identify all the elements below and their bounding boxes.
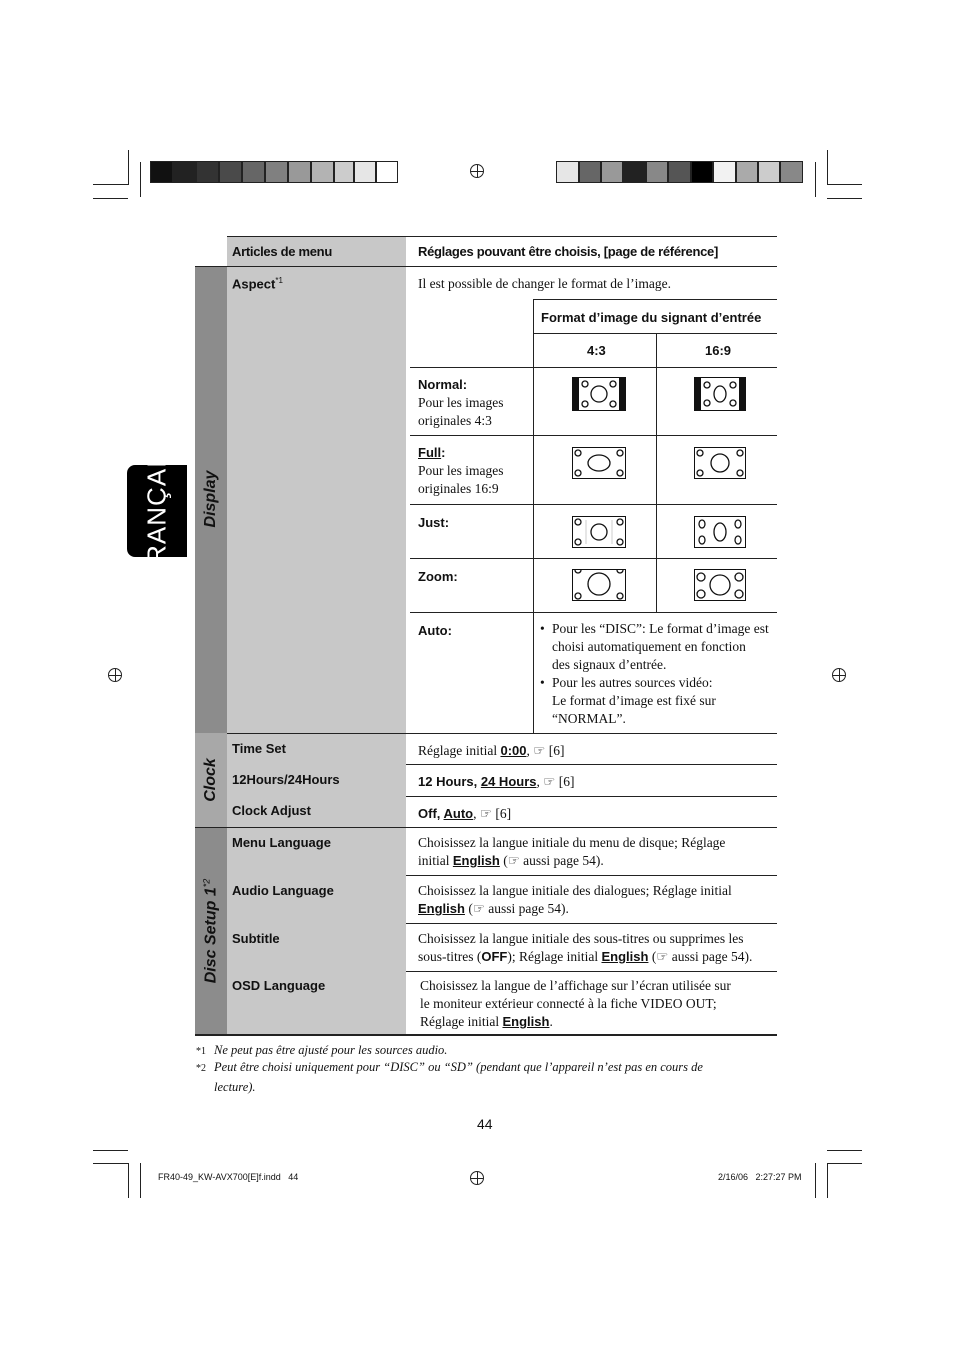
- footnote-1: *1 Ne peut pas être ajusté pour les sources audio.: [196, 1043, 448, 1057]
- registration-mark-left: [108, 668, 122, 682]
- registration-mark-bottom: [470, 1171, 484, 1185]
- auto-description: • Pour les “DISC”: Le format d’image est choisi automatiquement en fonction des signaux d’entrée. • Pour les autres sources vidéo: Le format d’image est fixé sur “NORMAL”.: [540, 621, 769, 726]
- item-osd-language: OSD Language: [232, 978, 326, 993]
- item-menu-language: Menu Language: [232, 835, 331, 850]
- time-set-value: Réglage initial 0:00, ☞ [6]: [418, 743, 565, 758]
- item-12-24-hours: 12Hours/24Hours: [232, 772, 340, 787]
- menu-language-value: Choisissez la langue initiale du menu de disque; Réglage initial English (☞ aussi page 54).: [418, 835, 726, 868]
- full-4-3-icon: [572, 447, 626, 479]
- col-4-3: 4:3: [587, 343, 606, 358]
- category-clock: [195, 733, 227, 828]
- normal-16-9-icon: [694, 377, 746, 411]
- category-disc-setup-label: Disc Setup 1$^{*2}$: [201, 878, 220, 984]
- row-just: Just:: [418, 515, 450, 530]
- osd-language-value: Choisissez la langue de l’affichage sur l’écran utilisée sur le moniteur extérieur connecté à la fiche VIDEO OUT; Réglage initial English.: [420, 978, 731, 1029]
- item-subtitle: Subtitle: [232, 931, 280, 946]
- normal-4-3-icon: [572, 377, 626, 411]
- items-column-bg: [227, 266, 406, 1035]
- page-number: 44: [477, 1116, 493, 1132]
- header-menu-items: Articles de menu: [232, 244, 332, 259]
- item-time-set: Time Set: [232, 741, 286, 756]
- col-16-9: 16:9: [705, 343, 732, 358]
- item-audio-language: Audio Language: [232, 883, 334, 898]
- category-disc-setup: [195, 828, 227, 1035]
- zoom-4-3-icon: [572, 569, 626, 601]
- audio-language-value: Choisissez la langue initiale des dialogues; Réglage initial English (☞ aussi page 54).: [418, 883, 732, 916]
- slug-date: 2/16/06 2:27:27 PM: [718, 1172, 802, 1182]
- item-clock-adjust: Clock Adjust: [232, 803, 311, 818]
- clock-adjust-value: Off, Auto, ☞ [6]: [418, 806, 512, 821]
- format-header: Format d’image du signant d’entrée: [541, 310, 762, 325]
- row-full: Full: Pour les images originales 16:9: [418, 445, 504, 496]
- just-4-3-icon: [572, 516, 626, 548]
- aspect-description: Il est possible de changer le format de l’image.: [418, 276, 672, 291]
- hours-value: 12 Hours, 24 Hours, ☞ [6]: [418, 774, 575, 789]
- footnote-2: *2 Peut être choisi uniquement pour “DISC” ou “SD” (pendant que l’appareil n’est pas en cours de lecture).: [196, 1060, 703, 1094]
- item-aspect: Aspect$^{*1}$: [232, 276, 283, 292]
- header-settings: Réglages pouvant être choisis, [page de référence]: [418, 244, 718, 259]
- slug-file: FR40-49_KW-AVX700[E]f.indd 44: [158, 1172, 299, 1182]
- registration-mark-top: [470, 164, 484, 178]
- language-tab: [127, 441, 187, 581]
- just-16-9-icon: [694, 516, 746, 548]
- row-normal: Normal: Pour les images originales 4:3: [418, 377, 504, 428]
- category-display: [195, 266, 227, 733]
- registration-mark-right: [832, 668, 846, 682]
- full-16-9-icon: [694, 447, 746, 479]
- category-display-label: Display: [202, 470, 219, 528]
- zoom-16-9-icon: [694, 569, 746, 601]
- language-tab-label: FRANÇAIS: [141, 441, 172, 581]
- row-auto: Auto:: [418, 623, 452, 638]
- subtitle-value: Choisissez la langue initiale des sous-titres ou supprimes les sous-titres (OFF); Réglage initial English (☞ aussi page 54).: [418, 931, 753, 964]
- category-clock-label: Clock: [202, 758, 219, 802]
- row-zoom: Zoom:: [418, 569, 458, 584]
